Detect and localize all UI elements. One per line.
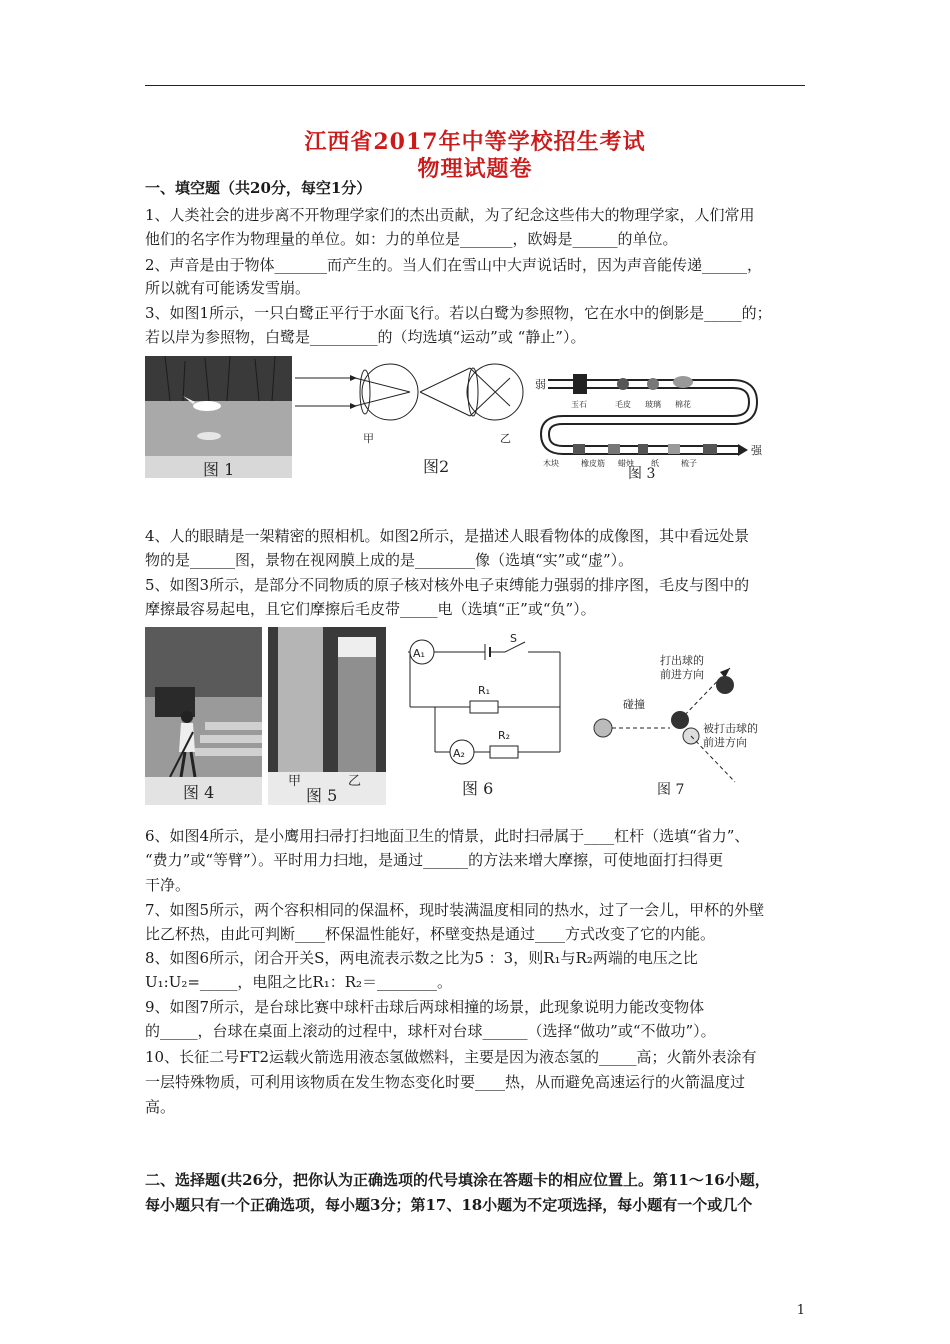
figure-2-label-b: 乙: [500, 432, 511, 445]
q-line: 干净。: [145, 876, 191, 894]
q-line: 7、如图5所示，两个容积相同的保温杯，现时装满温度相同的热水，过了一会儿，甲杯的外壁: [145, 901, 765, 919]
figure-3-strong-label: 强: [751, 444, 762, 457]
figure-2-eye-diagrams: [295, 358, 525, 478]
q-line: 4、人的眼睛是一架精密的照相机。如图2所示，是描述人眼看物体的成像图，其中看远处景: [145, 527, 750, 545]
q-line: 的_____，台球在桌面上滚动的过程中，球杆对台球______（选择“做功”或“不做功”）。: [145, 1022, 716, 1040]
q-line: 所以就有可能诱发雪崩。: [145, 279, 311, 297]
figure-1-egret-photo: [145, 356, 292, 478]
svg-text:玻璃: 玻璃: [645, 400, 661, 409]
figure-1-caption: 图 1: [203, 460, 235, 478]
header-rule: [145, 85, 805, 86]
figure-6-circuit-diagram: [400, 632, 570, 802]
exam-subtitle: 物理试题卷: [417, 156, 533, 182]
figure-7-billiard-collision: [585, 650, 775, 805]
section1-heading: 一、填空题（共20分，每空1分）: [145, 179, 372, 197]
figure-7-caption: 图 7: [657, 782, 685, 798]
resistor-r2-label: R₂: [498, 729, 511, 742]
exam-title: 江西省2017年中等学校招生考试: [304, 129, 646, 155]
svg-text:蜡烛: 蜡烛: [618, 459, 634, 468]
switch-s-label: S: [510, 632, 517, 645]
q-line: 摩擦最容易起电，且它们摩擦后毛皮带_____电（选填“正”或“负”）。: [145, 600, 596, 618]
q-line: 若以岸为参照物，白鹭是_________的（均选填“运动”或 “静止”）。: [145, 328, 586, 346]
q-line: “费力”或“等臂”）。平时用力扫地，是通过______的方法来增大摩擦，可使地面打扫得更: [145, 851, 724, 869]
svg-text:橡皮筋: 橡皮筋: [581, 459, 605, 468]
collision-label: 碰撞: [623, 698, 645, 711]
figure-5-label-a: 甲: [288, 774, 302, 789]
svg-text:玉石: 玉石: [571, 400, 587, 409]
svg-text:前进方向: 前进方向: [660, 668, 704, 681]
q-line: 1、人类社会的进步离不开物理学家们的杰出贡献，为了纪念这些伟大的物理学家，人们常用: [145, 206, 755, 224]
q-line: 物的是______图，景物在视网膜上成的是________像（选填“实”或“虚”）。: [145, 551, 634, 569]
svg-text:木块: 木块: [543, 459, 559, 468]
q-line: 2、声音是由于物体_______而产生的。当人们在雪山中大声说话时，因为声音能传递______，: [145, 256, 763, 274]
section2-heading: 二、选择题(共26分，把你认为正确选项的代号填涂在答题卡的相应位置上。第11～16小题，: [145, 1171, 770, 1189]
svg-text:纸: 纸: [651, 459, 659, 468]
figure-6-caption: 图 6: [462, 779, 494, 798]
q-line: 10、长征二号FT2运载火箭选用液态氢做燃料，主要是因为液态氢的_____高；火箭外表涂有: [145, 1048, 757, 1066]
svg-text:棉花: 棉花: [675, 400, 691, 409]
section2-instructions: 每小题只有一个正确选项，每小题3分；第17、18小题为不定项选择，每小题有一个或几个: [145, 1196, 753, 1214]
resistor-r1-label: R₁: [478, 684, 491, 697]
ammeter-a1-label: A₁: [413, 647, 425, 660]
q-line: 8、如图6所示，闭合开关S，两电流表示数之比为5 ：3，则R₁与R₂两端的电压之比: [145, 949, 698, 967]
q-line: 9、如图7所示，是台球比赛中球杆击球后两球相撞的场景，此现象说明力能改变物体: [145, 998, 705, 1016]
q-line: 3、如图1所示，一只白鹭正平行于水面飞行。若以白鹭为参照物，它在水中的倒影是_____的；: [145, 304, 772, 322]
figure-2-caption: 图2: [423, 457, 450, 476]
svg-text:被打击球的: 被打击球的: [703, 722, 758, 735]
ammeter-a2-label: A₂: [453, 747, 465, 760]
figure-4-caption: 图 4: [183, 783, 215, 802]
svg-text:前进方向: 前进方向: [703, 736, 747, 749]
q-line: 比乙杯热，由此可判断____杯保温性能好，杯壁变热是通过____方式改变了它的内能。: [145, 925, 716, 943]
q-line: 他们的名字作为物理量的单位。如：力的单位是_______，欧姆是______的单位。: [145, 230, 678, 248]
svg-text:打出球的: 打出球的: [660, 654, 704, 667]
q-line: 6、如图4所示，是小鹰用扫帚打扫地面卫生的情景，此时扫帚属于____杠杆（选填“省力”、: [145, 827, 750, 845]
figure-3-caption: 图 3: [628, 466, 656, 482]
figure-3-weak-label: 弱: [535, 378, 546, 391]
q-line: U₁:U₂=_____，电阻之比R₁：R₂＝________。: [145, 973, 453, 991]
figure-2-label-a: 甲: [363, 432, 374, 445]
svg-text:梳子: 梳子: [681, 459, 697, 468]
q-line: 高。: [145, 1098, 176, 1116]
q-line: 5、如图3所示，是部分不同物质的原子核对核外电子束缚能力强弱的排序图，毛皮与图中的: [145, 576, 750, 594]
svg-text:毛皮: 毛皮: [615, 400, 631, 409]
figure-5-label-b: 乙: [348, 774, 362, 789]
figure-5-caption: 图 5: [306, 786, 338, 805]
q-line: 一层特殊物质，可利用该物质在发生物态变化时要____热，从而避免高速运行的火箭温度过: [145, 1073, 746, 1091]
figure-3-charge-series: [533, 362, 773, 482]
figure-4-sweeping-photo: [145, 627, 262, 805]
figure-5-thermos-cups: [268, 627, 386, 805]
page-number: 1: [796, 1303, 805, 1318]
